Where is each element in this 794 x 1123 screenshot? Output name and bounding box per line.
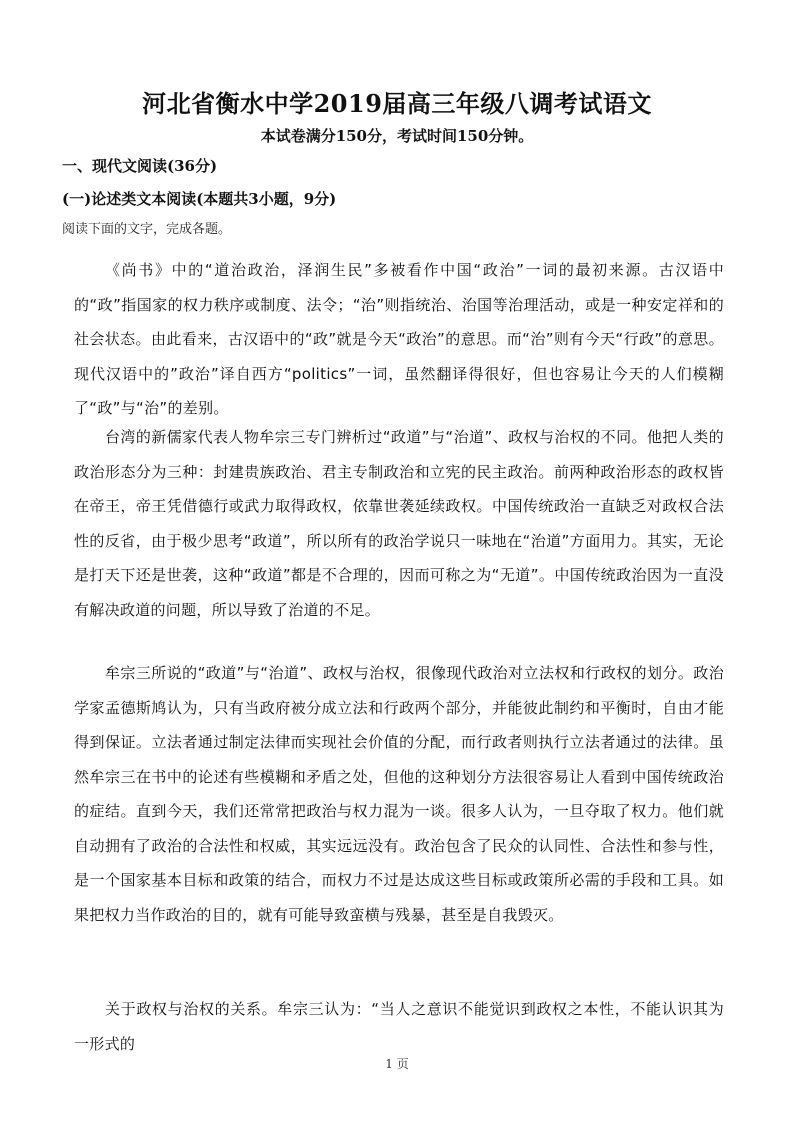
passage-paragraph-3: 牟宗三所说的“政道”与“治道”、政权与治权，很像现代政治对立法权和行政权的划分。政治学家孟德斯鸠认为，只有当政府被分成立法和行政两个部分，并能彼此制约和平衡时，自由才能得到保证。立法者通过制定法律而实现社会价值的分配，而行政者则执行立法者通过的法律。虽然牟宗三在书中的论述有些模糊和矛盾之处，但他的这种划分方法很容易让人看到中国传统政治的症结。直到今天，我们还常常把政治与权力混为一谈。很多人认为，一旦夺取了权力。他们就自动拥有了政治的合法性和权威，其实远远没有。政治包含了民众的认同性、合法性和参与性，是一个国家基本目标和政策的结合，而权力不过是达成这些目标或政策所必需的手段和工具。如果把权力当作政治的目的，就有可能导致蛮横与残暴，甚至是自我毁灭。 bbox=[74, 664, 725, 924]
passage-paragraph-4: 关于政权与治权的关系。牟宗三认为：“当人之意识不能觉识到政权之本性，不能认识其为一形式的 bbox=[74, 1000, 724, 1053]
exam-title: 河北省衡水中学2019届高三年级八调考试语文 bbox=[142, 89, 652, 118]
section-heading-main: 一、现代文阅读(36分) bbox=[62, 157, 218, 175]
passage-paragraph-2: 台湾的新儒家代表人物牟宗三专门辨析过“政道”与“治道”、政权与治权的不同。他把人类的政治形态分为三种：封建贵族政治、君主专制政治和立宪的民主政治。前两种政治形态的政权皆在帝王，帝王凭借德行或武力取得政权，依靠世袭延续政权。中国传统政治一直缺乏对政权合法性的反省，由于极少思考“政道”，所以所有的政治学说只一味地在“治道”方面用力。其实，无论是打天下还是世袭，这种“政道”都是不合理的，因而可称之为“无道”。中国传统政治因为一直没有解决政道的问题，所以导致了治道的不足。 bbox=[74, 428, 724, 619]
passage-paragraph-1: 《尚书》中的“道治政治，泽润生民”多被看作中国“政治”一词的最初来源。古汉语中的“政”指国家的权力秩序或制度、法令；“治”则指统治、治国等治理活动，或是一种安定祥和的社会状态。由此看来，古汉语中的“政”就是今天“政治”的意思。而“治”则有今天“行政”的意思。现代汉语中的”政治”译自西方“politics”一词，虽然翻译得很好，但也容易让今天的人们模糊了“政”与“治”的差别。 bbox=[74, 261, 724, 417]
page-number: 1 页 bbox=[385, 1057, 409, 1071]
reading-instruction: 阅读下面的文字，完成各题。 bbox=[62, 222, 232, 237]
section-heading-sub: (一)论述类文本阅读(本题共3小题，9分) bbox=[62, 190, 337, 208]
exam-subtitle: 本试卷满分150分，考试时间150分钟。 bbox=[260, 127, 534, 145]
